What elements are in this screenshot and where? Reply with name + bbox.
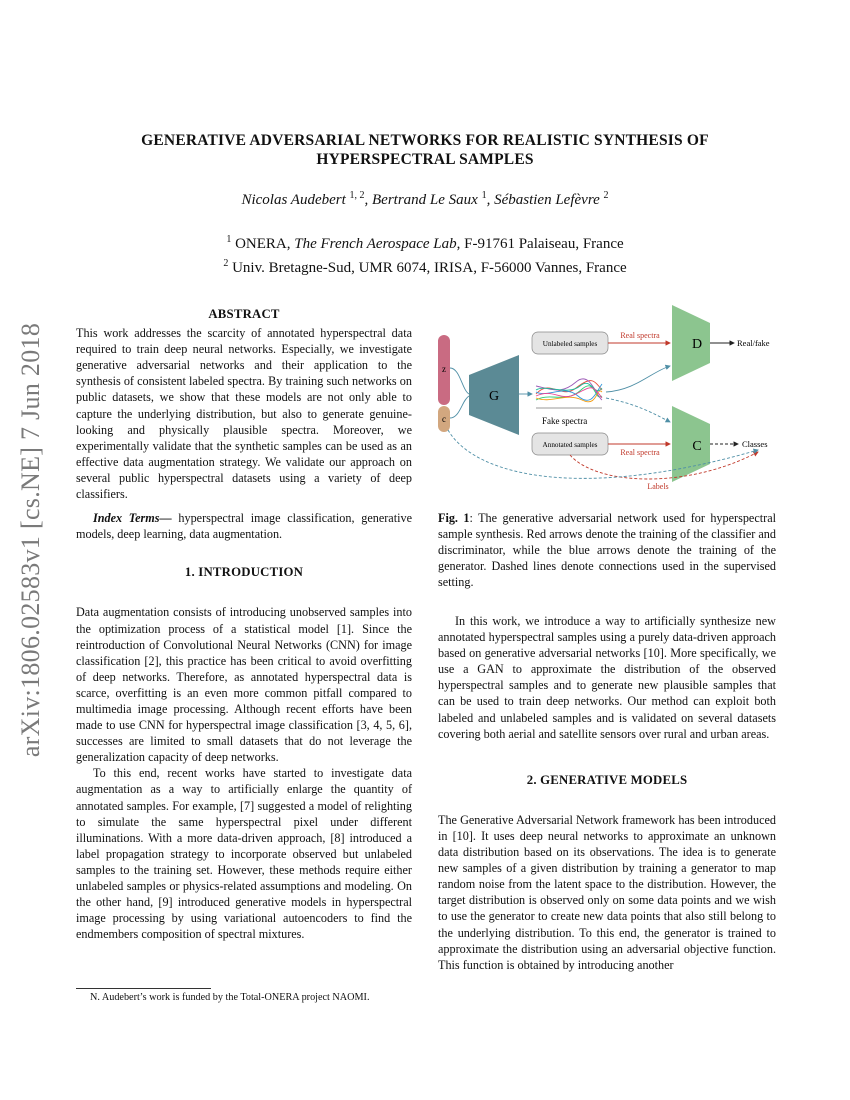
models-paragraph-1: The Generative Adversarial Network framework has been introduced in [10]. It uses deep neural networks to approximate an unknown data distribution based on its observations. The idea is to generate new samples of a given distribution by training a generator to map random noise from the latent space to the distribution. However, the target distribution is observed only on some data points and we wish to use the generator to create new data points that also still belong to the underlying distribution. To this end, the generator is trained to approximate the distribution using an adversarial objective function. This function is obtained by introducing another (438, 812, 776, 972)
generator-label: G (488, 389, 500, 404)
caption-label: Fig. 1 (438, 511, 470, 525)
left-column (76, 306, 412, 942)
z-label: z (442, 364, 446, 374)
unlabeled-samples-label: Unlabeled samples (542, 340, 598, 348)
real-fake-label: Real/fake (737, 338, 770, 348)
discriminator-label: D (691, 337, 703, 352)
classifier-label: C (692, 439, 702, 454)
index-terms-text: hyperspectral image classification, generative models, deep learning, data augmentation. (76, 511, 412, 542)
c-label: c (442, 414, 446, 424)
real-spectra-top-label: Real spectra (620, 331, 660, 340)
labels-label: Labels (647, 482, 669, 491)
fake-spectra-plot (536, 379, 602, 408)
title-line-2: HYPERSPECTRAL SAMPLES (316, 151, 534, 168)
index-terms (76, 510, 412, 542)
annotated-samples-label: Annotated samples (542, 441, 598, 449)
affiliation-sup: 1 (226, 234, 232, 245)
gan-diagram (436, 300, 786, 500)
classes-label: Classes (742, 439, 768, 449)
abstract-text: This work addresses the scarcity of annotated hyperspectral data required to train deep neural networks. Especially, we investigate generative adversarial networks and their application to the synthesis of consistent labeled spectra. By training such networks on public datasets, we show that these models are not only able to capture the underlying distribution, but also to generate genuine-looking and physically plausible spectra. Moreover, we experimentally validate that the synthetic samples can be used as an effective data augmentation strategy. We validate our approach on several public hyperspectral datasets using a variety of deep classifiers. (76, 326, 412, 502)
intro-paragraph-2: To this end, recent works have started to investigate data augmentation as a way to artificially enlarge the quantity of annotated samples. For example, [7] suggested a model of relighting to simulate the same hyperspectral pixel under different illuminations. With a more data-driven approach, [8] introduced a label propagation strategy to incorporate observed but unlabeled samples to the training set. However, these methods require either unlabeled samples or physics-related assumptions and modeling. On the other hand, [9] introduced generative models in hyperspectral image processing by using variational autoencoders to find the endmembers composition of spectral mixtures. (76, 766, 412, 942)
intro-heading: 1. INTRODUCTION (184, 565, 304, 580)
real-spectra-bottom-label: Real spectra (620, 448, 660, 457)
fake-to-d-arrow (606, 366, 670, 392)
index-terms-label: Index Terms— (93, 511, 172, 526)
affiliation-sup: 2 (223, 258, 229, 269)
figure-caption (438, 510, 776, 590)
author-affil-sup: 1, 2 (349, 190, 365, 201)
authors: Nicolas Audebert $^{1, 2}$, Bertrand Le Saux $^1$, Sébastien Lefèvre $^2$ (241, 190, 609, 208)
author-affil-sup: 1 (481, 190, 487, 201)
z-to-g-arrow (450, 368, 469, 394)
affiliation (60, 230, 790, 254)
footnote-rule (76, 988, 211, 989)
author-name: Sébastien Lefèvre (494, 192, 600, 208)
intro-paragraph-3: In this work, we introduce a way to artificially synthesize new annotated hyperspectral samples using a purely data-driven approach based on generative adversarial networks [10]. More specifically, we use a GAN to approximate the distribution of the observed hyperspectral samples and to generate new plausible samples that can be used to train deep networks. Our method can exploit both labeled and unlabeled samples and is validated on several datasets covering both aerial and satellite sensors over rural and urban areas. (438, 614, 776, 741)
paper-title (60, 131, 790, 169)
arxiv-stamp-text: arXiv:1806.02583v1 [cs.NE] 7 Jun 2018 (16, 322, 45, 758)
arxiv-stamp (14, 300, 48, 780)
affiliation-text: , F-91761 Palaiseau, France (456, 236, 624, 252)
affiliation-text: Univ. Bretagne-Sud, UMR 6074, IRISA, F-56000 Vannes, France (232, 260, 627, 276)
author-name: Bertrand Le Saux (372, 192, 478, 208)
affiliation-text: ONERA, (235, 236, 295, 252)
affiliation-lab: The French Aerospace Lab (294, 236, 457, 252)
caption-text: : The generative adversarial network used for hyperspectral sample synthesis. Red arrows denote the training of the classifier and discriminator, while the blue arrows denote the training of the generator. Dashed lines denote connections used in the supervised setting. (438, 511, 776, 590)
right-column (438, 613, 776, 973)
footnote: N. Audebert’s work is funded by the Total-ONERA project NAOMI. (90, 992, 370, 1003)
author-name: Nicolas Audebert (241, 192, 346, 208)
models-heading: 2. GENERATIVE MODELS (526, 772, 688, 787)
abstract-heading: ABSTRACT (208, 307, 280, 321)
c-to-g-arrow (450, 396, 469, 418)
labels-red-curve (570, 452, 758, 479)
fake-spectra-label: Fake spectra (542, 416, 588, 426)
classifier-block (672, 406, 710, 482)
intro-paragraph-1: Data augmentation consists of introducing unobserved samples into the optimization process of a statistical model [1]. Since the reintroduction of Convolutional Neural Networks (CNN) for image classification [2], this practice has been critical to avoid overfitting of deep networks. Therefore, as annotated hyperspectral data is scarce, overfitting is an even more common pitfall compared to multimedia image processing. Although recent efforts have been made to use CNN for hyperspectral image classification [3, 4, 5, 6], successes are limited to small datasets that do not leverage the generalization capacity of deep networks. (76, 605, 412, 765)
fake-to-c-arrow (606, 398, 670, 422)
affiliation (60, 254, 790, 278)
author-affil-sup: 2 (603, 190, 609, 201)
affiliations (60, 230, 790, 278)
title-line-1: GENERATIVE ADVERSARIAL NETWORKS FOR REALISTIC SYNTHESIS OF (141, 132, 709, 149)
